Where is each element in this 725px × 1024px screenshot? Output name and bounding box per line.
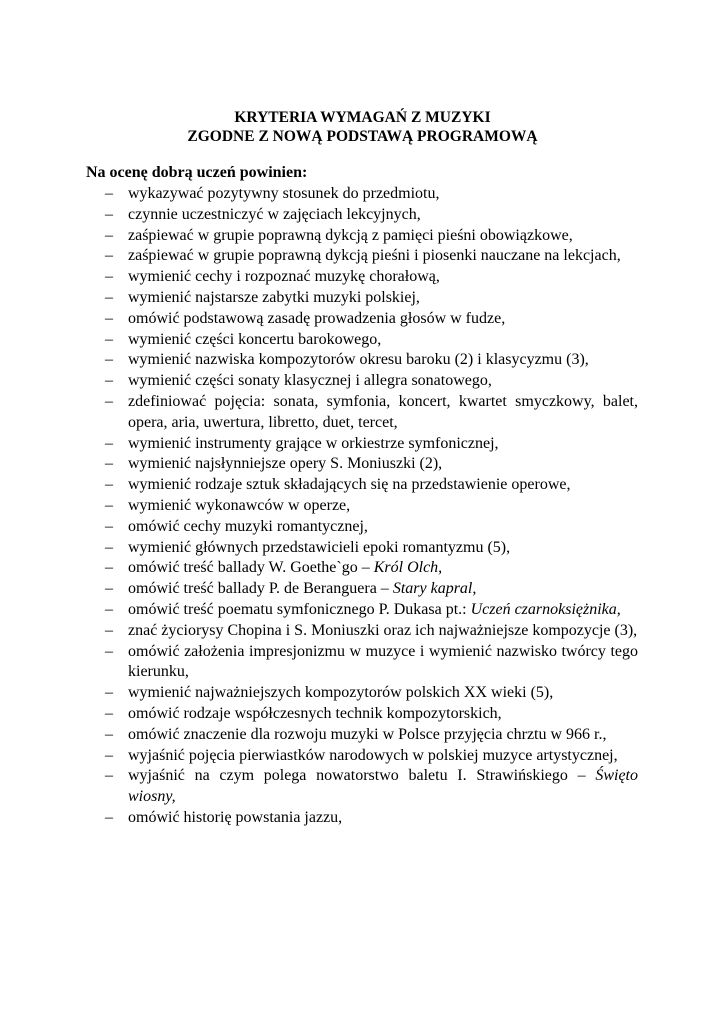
dash-bullet: –: [105, 621, 113, 639]
criteria-text-main: omówić podstawową zasadę prowadzenia głosów w fudze,: [128, 309, 506, 327]
criteria-text-main: omówić cechy muzyki romantycznej,: [128, 517, 368, 535]
criteria-text: [128, 684, 553, 701]
criteria-text: [128, 455, 442, 472]
dash-bullet: –: [105, 559, 113, 577]
criteria-text: [128, 518, 368, 535]
criteria-text: [128, 393, 638, 431]
criteria-text-main: wymienić najsłynniejsze opery S. Moniuszki (2),: [128, 455, 443, 473]
criteria-item: [105, 392, 638, 434]
dash-bullet: –: [105, 205, 113, 223]
criteria-text: [128, 767, 638, 805]
criteria-text-main: wyjaśnić pojęcia pierwiastków narodowych w polskiej muzyce artystycznej,: [128, 746, 618, 764]
criteria-item: [105, 205, 638, 226]
criteria-text-main: czynnie uczestniczyć w zajęciach lekcyjnych,: [128, 205, 421, 223]
criteria-item: [105, 621, 638, 642]
criteria-text: [128, 331, 381, 348]
criteria-item: [105, 350, 638, 371]
criteria-text-main: wymienić części koncertu barokowego,: [128, 330, 382, 348]
criteria-text: [128, 622, 637, 639]
dash-bullet: –: [105, 455, 113, 473]
criteria-text-main: wyjaśnić na czym polega nowatorstwo baletu I. Strawińskiego –: [128, 767, 596, 785]
criteria-text-main: wymienić części sonaty klasycznej i allegra sonatowego,: [128, 372, 492, 390]
dash-bullet: –: [105, 288, 113, 306]
criteria-item: [105, 267, 638, 288]
section-heading: Na ocenę dobrą uczeń powinien:: [86, 164, 308, 181]
criteria-text: [128, 372, 492, 389]
criteria-text-main: zdefiniować pojęcia: sonata, symfonia, koncert, kwartet smyczkowy, balet, opera, aria, uwertura, libretto, duet, tercet,: [128, 392, 638, 431]
criteria-text: [128, 268, 440, 285]
criteria-item: [105, 808, 638, 829]
dash-bullet: –: [105, 725, 113, 743]
criteria-item: [105, 600, 638, 621]
criteria-text: [128, 580, 476, 597]
criteria-text-main: omówić historię powstania jazzu,: [128, 808, 343, 826]
criteria-list: [105, 184, 638, 829]
criteria-item: [105, 683, 638, 704]
criteria-item: [105, 184, 638, 205]
criteria-text-main: wymienić nazwiska kompozytorów okresu baroku (2) i klasycyzmu (3),: [128, 351, 589, 369]
criteria-text: [128, 310, 505, 327]
criteria-text: [128, 351, 589, 368]
criteria-item: [105, 288, 638, 309]
dash-bullet: –: [105, 372, 113, 390]
criteria-item: [105, 579, 638, 600]
criteria-item: [105, 434, 638, 455]
criteria-item: [105, 496, 638, 517]
criteria-text-main: wymienić głównych przedstawicieli epoki romantyzmu (5),: [128, 538, 511, 556]
criteria-text-main: wymienić wykonawców w operze,: [128, 496, 351, 514]
dash-bullet: –: [105, 309, 113, 327]
criteria-item: [105, 538, 638, 559]
dash-bullet: –: [105, 684, 113, 702]
dash-bullet: –: [105, 600, 113, 618]
criteria-item: [105, 330, 638, 351]
dash-bullet: –: [105, 538, 113, 556]
criteria-item: [105, 558, 638, 579]
criteria-text-main: zaśpiewać w grupie poprawną dykcją z pamięci pieśni obowiązkowe,: [128, 226, 573, 244]
criteria-text-main: omówić treść ballady P. de Beranguera –: [128, 580, 393, 598]
criteria-text-main: omówić treść poematu symfonicznego P. Dukasa pt.:: [128, 600, 471, 618]
dash-bullet: –: [105, 226, 113, 244]
criteria-item: [105, 454, 638, 475]
criteria-text-main: wymienić najważniejszych kompozytorów polskich XX wieki (5),: [128, 684, 554, 702]
dash-bullet: –: [105, 392, 113, 410]
document-title: [0, 108, 725, 146]
criteria-item: [105, 766, 638, 808]
dash-bullet: –: [105, 642, 113, 660]
criteria-text-main: znać życiorysy Chopina i S. Moniuszki oraz ich najważniejsze kompozycje (3),: [128, 621, 638, 639]
dash-bullet: –: [105, 185, 113, 202]
criteria-item: [105, 642, 638, 684]
dash-bullet: –: [105, 517, 113, 535]
criteria-item: [105, 517, 638, 538]
criteria-text: [128, 476, 570, 493]
dash-bullet: –: [105, 247, 113, 265]
criteria-text-main: omówić znaczenie dla rozwoju muzyki w Polsce przyjęcia chrztu w 966 r.,: [128, 725, 607, 743]
title-line-1: KRYTERIA WYMAGAŃ Z MUZYKI: [234, 109, 491, 126]
dash-bullet: –: [105, 808, 113, 826]
criteria-item: [105, 475, 638, 496]
criteria-item: [105, 371, 638, 392]
criteria-text-main: omówić założenia impresjonizmu w muzyce i wymienić nazwisko twórcy tego kierunku,: [128, 642, 638, 681]
dash-bullet: –: [105, 268, 113, 286]
criteria-text: [128, 559, 442, 576]
criteria-item: [105, 309, 638, 330]
criteria-text-main: wymienić rodzaje sztuk składających się na przedstawienie operowe,: [128, 476, 571, 494]
criteria-text: [128, 539, 510, 556]
criteria-item: [105, 226, 638, 247]
criteria-text: [128, 643, 638, 681]
criteria-text-main: wymienić instrumenty grające w orkiestrze symfonicznej,: [128, 434, 499, 452]
criteria-text: [128, 206, 421, 223]
criteria-text-main: wykazywać pozytywny stosunek do przedmiotu,: [128, 185, 440, 202]
criteria-text-main: omówić treść ballady W. Goethe`go –: [128, 559, 374, 577]
dash-bullet: –: [105, 351, 113, 369]
criteria-text-main: wymienić najstarsze zabytki muzyki polskiej,: [128, 288, 420, 306]
criteria-work-title: Król Olch,: [373, 559, 443, 577]
criteria-text-main: omówić rodzaje współczesnych technik kompozytorskich,: [128, 704, 502, 722]
criteria-text: [128, 185, 439, 202]
criteria-item: [105, 725, 638, 746]
criteria-text: [128, 435, 499, 452]
dash-bullet: –: [105, 767, 113, 785]
criteria-work-title: Święto wiosny,: [128, 767, 638, 806]
criteria-text: [128, 227, 573, 244]
criteria-text-main: zaśpiewać w grupie poprawną dykcją pieśni i piosenki nauczane na lekcjach,: [128, 247, 621, 265]
dash-bullet: –: [105, 434, 113, 452]
criteria-text: [128, 247, 621, 264]
criteria-item: [105, 746, 638, 767]
criteria-text: [128, 705, 502, 722]
dash-bullet: –: [105, 704, 113, 722]
criteria-work-title: Stary kapral,: [392, 580, 477, 598]
criteria-text: [128, 289, 420, 306]
criteria-text: [128, 747, 618, 764]
criteria-text: [128, 601, 621, 618]
dash-bullet: –: [105, 496, 113, 514]
criteria-text: [128, 726, 607, 743]
criteria-text: [128, 497, 350, 514]
dash-bullet: –: [105, 580, 113, 598]
dash-bullet: –: [105, 746, 113, 764]
criteria-work-title: Uczeń czarnoksiężnika,: [470, 600, 621, 618]
dash-bullet: –: [105, 476, 113, 494]
criteria-item: [105, 246, 638, 267]
criteria-item: [105, 704, 638, 725]
criteria-text: [128, 809, 342, 826]
dash-bullet: –: [105, 330, 113, 348]
criteria-text-main: wymienić cechy i rozpoznać muzykę chorałową,: [128, 268, 440, 286]
title-line-2: ZGODNE Z NOWĄ PODSTAWĄ PROGRAMOWĄ: [187, 128, 538, 145]
